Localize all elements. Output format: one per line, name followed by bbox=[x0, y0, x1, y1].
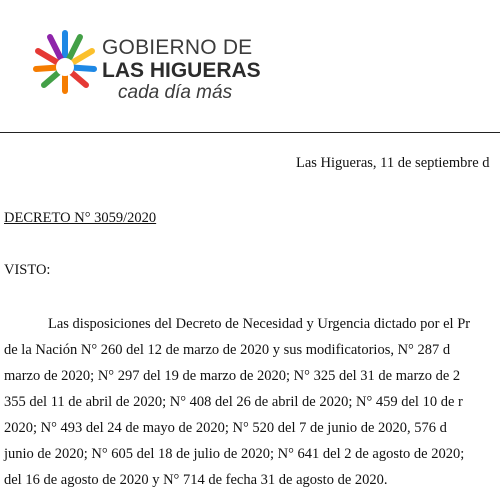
body-line: marzo de 2020; N° 297 del 19 de marzo de 2020; N° 325 del 31 de marzo de 2 bbox=[4, 368, 461, 384]
logo-slogan: cada día más bbox=[118, 82, 233, 103]
header-divider bbox=[0, 132, 500, 133]
body-line: junio de 2020; N° 605 del 18 de julio de 2020; N° 641 del 2 de agosto de 2020; bbox=[4, 446, 465, 462]
body-line: 2020; N° 493 del 24 de mayo de 2020; N° 520 del 7 de junio de 2020, 576 d bbox=[4, 420, 447, 436]
body-line: Las disposiciones del Decreto de Necesidad y Urgencia dictado por el Pr bbox=[48, 316, 471, 332]
visto-heading: VISTO: bbox=[4, 262, 51, 278]
decree-number: DECRETO N° 3059/2020 bbox=[4, 210, 157, 226]
hands-logo-icon bbox=[30, 27, 100, 97]
body-line: de la Nación N° 260 del 12 de marzo de 2020 y sus modificatorios, N° 287 d bbox=[4, 342, 451, 358]
document-date: Las Higueras, 11 de septiembre d bbox=[296, 155, 490, 171]
logo-line-gobierno: GOBIERNO DE bbox=[102, 36, 253, 59]
gobierno-logo bbox=[30, 22, 270, 112]
logo-line-las-higueras: LAS HIGUERAS bbox=[102, 59, 261, 82]
body-line: 355 del 11 de abril de 2020; N° 408 del 26 de abril de 2020; N° 459 del 10 de r bbox=[4, 394, 463, 410]
body-line: del 16 de agosto de 2020 y N° 714 de fecha 31 de agosto de 2020. bbox=[4, 472, 388, 488]
